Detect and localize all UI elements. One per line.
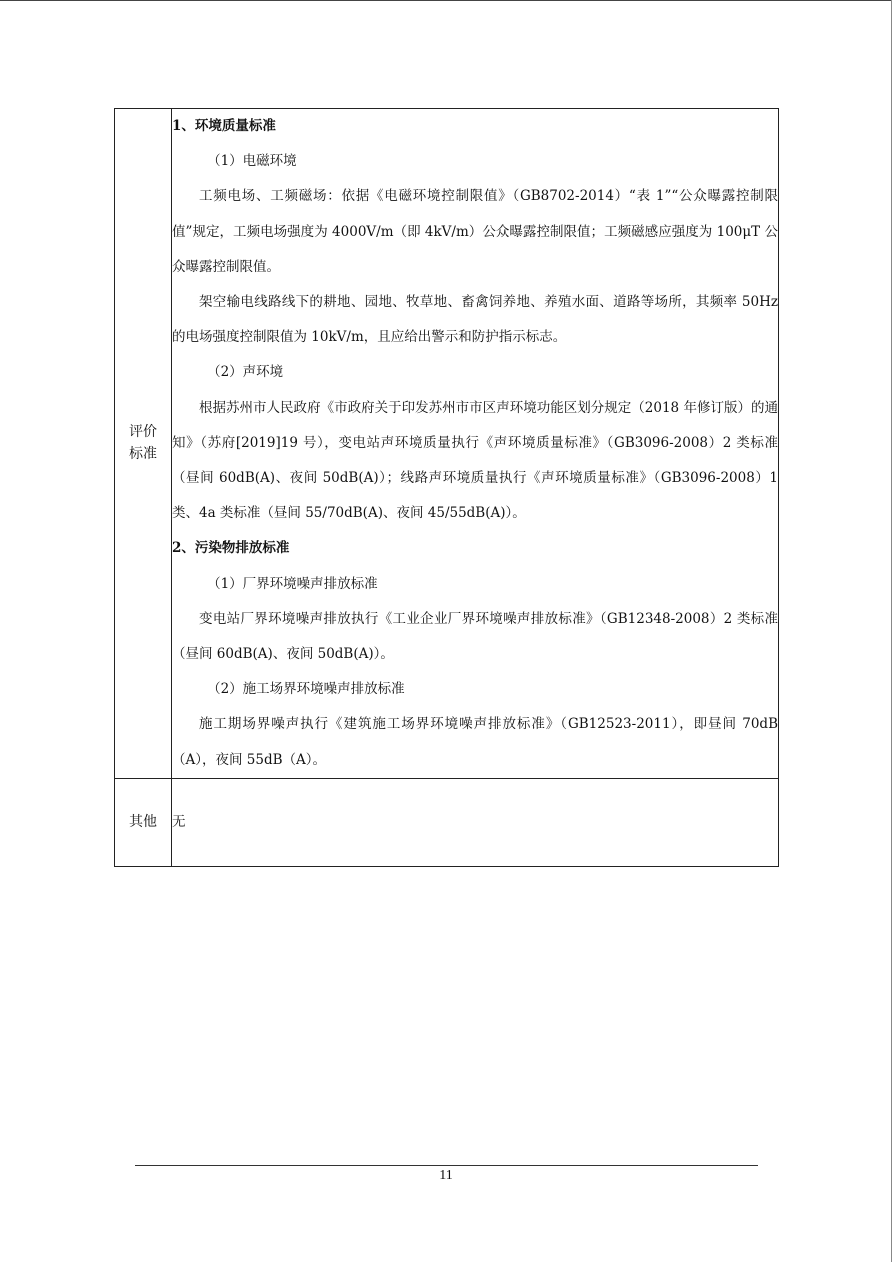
other-label: 其他 bbox=[115, 778, 172, 866]
section2-heading: 2、污染物排放标准 bbox=[172, 540, 290, 557]
standards-table bbox=[114, 108, 779, 867]
section1-para1: 工频电场、工频磁场：依据《电磁环境控制限值》（GB8702-2014）“表 1”“公众曝露控制限值”规定，工频电场强度为 4000V/m（即 4kV/m）公众曝露控制限值；工频磁感应强度为 100μT 公众曝露控制限值。 bbox=[172, 188, 778, 275]
evaluation-standard-content bbox=[172, 109, 779, 779]
section2-sub2-heading: （2）施工场界环境噪声排放标准 bbox=[207, 681, 405, 698]
section2-para1: 变电站厂界环境噪声排放执行《工业企业厂界环境噪声排放标准》（GB12348-2008）2 类标准（昼间 60dB(A)、夜间 50dB(A)）。 bbox=[172, 610, 778, 663]
section1-para2: 架空输电线路线下的耕地、园地、牧草地、畜禽饲养地、养殖水面、道路等场所，其频率 50Hz 的电场强度控制限值为 10kV/m，且应给出警示和防护指示标志。 bbox=[172, 294, 778, 346]
section1-heading: 1、环境质量标准 bbox=[172, 118, 276, 134]
section1-para3: 根据苏州市人民政府《市政府关于印发苏州市市区声环境功能区划分规定（2018 年修订版）的通知》（苏府[2019]19 号），变电站声环境质量执行《声环境质量标准》（GB3096-2008）2 类标准（昼间 60dB(A)、夜间 50dB(A)）；线路声环境质量执行《声环境质量标准》（GB3096-2008）1 类、4a 类标准（昼间 55/70dB(A)、夜间 45/55dB(A)）。 bbox=[172, 399, 778, 522]
label-line-2: 标准 bbox=[129, 446, 157, 463]
label-line-1: 评价 bbox=[129, 424, 157, 441]
other-content bbox=[172, 778, 779, 866]
section2-sub1-heading: （1）厂界环境噪声排放标准 bbox=[207, 575, 378, 592]
section1-sub1-heading: （1）电磁环境 bbox=[207, 153, 297, 170]
section2-para2: 施工期场界噪声执行《建筑施工场界环境噪声排放标准》（GB12523-2011），即昼间 70dB（A），夜间 55dB（A）。 bbox=[172, 716, 778, 768]
page-number: 11 bbox=[439, 1168, 453, 1183]
section1-sub2-heading: （2）声环境 bbox=[207, 364, 284, 381]
other-content-text: 无 bbox=[172, 813, 186, 830]
top-border-line bbox=[0, 0, 892, 1]
evaluation-standard-row bbox=[115, 109, 779, 779]
footer-divider bbox=[135, 1165, 758, 1166]
evaluation-standard-label bbox=[115, 109, 172, 779]
other-row bbox=[115, 778, 779, 866]
